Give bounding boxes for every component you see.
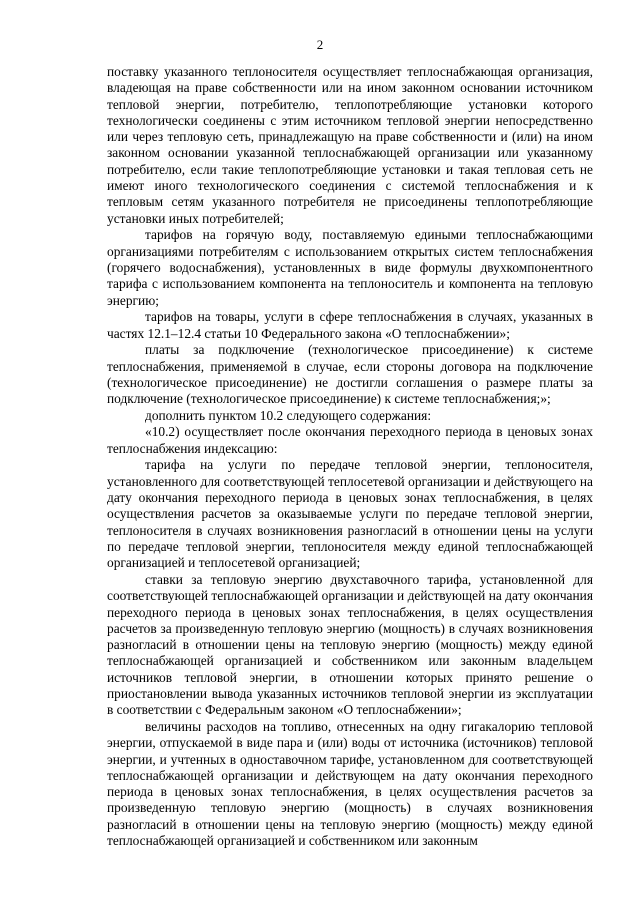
paragraph: величины расходов на топливо, отнесенных на одну гигакалорию тепловой энергии, отпускаемой в виде пара и (или) воды от источника (источников) тепловой энергии, и учтенных в одноставочном тарифе, установленном для соответствующей теплоснабжающей организации и действующем на дату окончания переходного периода в ценовых зонах теплоснабжения, в целях осуществления расчетов за произведенную тепловую энергию (мощность) в случаях возникновения разногласий в отношении цены на тепловую энергию (мощность) между единой теплоснабжающей организацией и собственником или законным [107,719,593,849]
paragraph: «10.2) осуществляет после окончания переходного периода в ценовых зонах теплоснабжения индексацию: [107,424,593,456]
paragraph: поставку указанного теплоносителя осуществляет теплоснабжающая организация, владеющая на праве собственности или на ином законном основании источником тепловой энергии, потребителю, теплопотребляющие установки которого технологически соединены с этим источником тепловой энергии непосредственно или через тепловую сеть, принадлежащую на праве собственности и (или) на ином законном основании указанной теплоснабжающей организации или указанному потребителю, если такие теплопотребляющие установки и такая тепловая сеть не имеют иного технологического соединения с системой теплоснабжения и к тепловым сетям указанного потребителя не присоединены теплопотребляющие установки иных потребителей; [107,64,593,226]
page-number: 2 [316,37,324,52]
paragraph: дополнить пунктом 10.2 следующего содержания: [145,407,432,423]
paragraph: тарифа на услуги по передаче тепловой энергии, теплоносителя, установленного для соответствующей теплосетевой организации и действующего на дату окончания переходного периода в ценовых зонах теплоснабжения, в целях осуществления расчетов за оказываемые услуги по передаче тепловой энергии, теплоносителя в случаях возникновения разногласий в отношении цены на услуги по передаче тепловой энергии, теплоносителя между единой теплоснабжающей организацией и теплосетевой организацией; [107,457,593,571]
paragraph: тарифов на товары, услуги в сфере теплоснабжения в случаях, указанных в частях 12.1–12.4 статьи 10 Федерального закона «О теплоснабжении»; [107,309,593,341]
document-body [107,64,593,849]
paragraph: тарифов на горячую воду, поставляемую едиными теплоснабжающими организациями потребителям с использованием открытых систем теплоснабжения (горячего водоснабжения), установленных в виде формулы двухкомпонентного тарифа с использованием компонента на теплоноситель и компонента на тепловую энергию; [107,227,593,308]
paragraph: ставки за тепловую энергию двухставочного тарифа, установленной для соответствующей теплоснабжающей организации и действующей на дату окончания переходного периода в ценовых зонах теплоснабжения, в целях осуществления расчетов за произведенную тепловую энергию (мощность) в случаях возникновения разногласий в отношении цены на тепловую энергию (мощность) между единой теплоснабжающей организацией и собственником или законным владельцем источников тепловой энергии, в отношении которых принято решение о приостановлении вывода указанных источников тепловой энергии из эксплуатации в соответствии с Федеральным законом «О теплоснабжении»; [107,571,593,718]
paragraph: платы за подключение (технологическое присоединение) к системе теплоснабжения, применяемой в случае, если стороны договора на подключение (технологическое присоединение) не достигли соглашения о размере платы за подключение (технологическое присоединение) к системе теплоснабжения;»; [107,342,593,407]
